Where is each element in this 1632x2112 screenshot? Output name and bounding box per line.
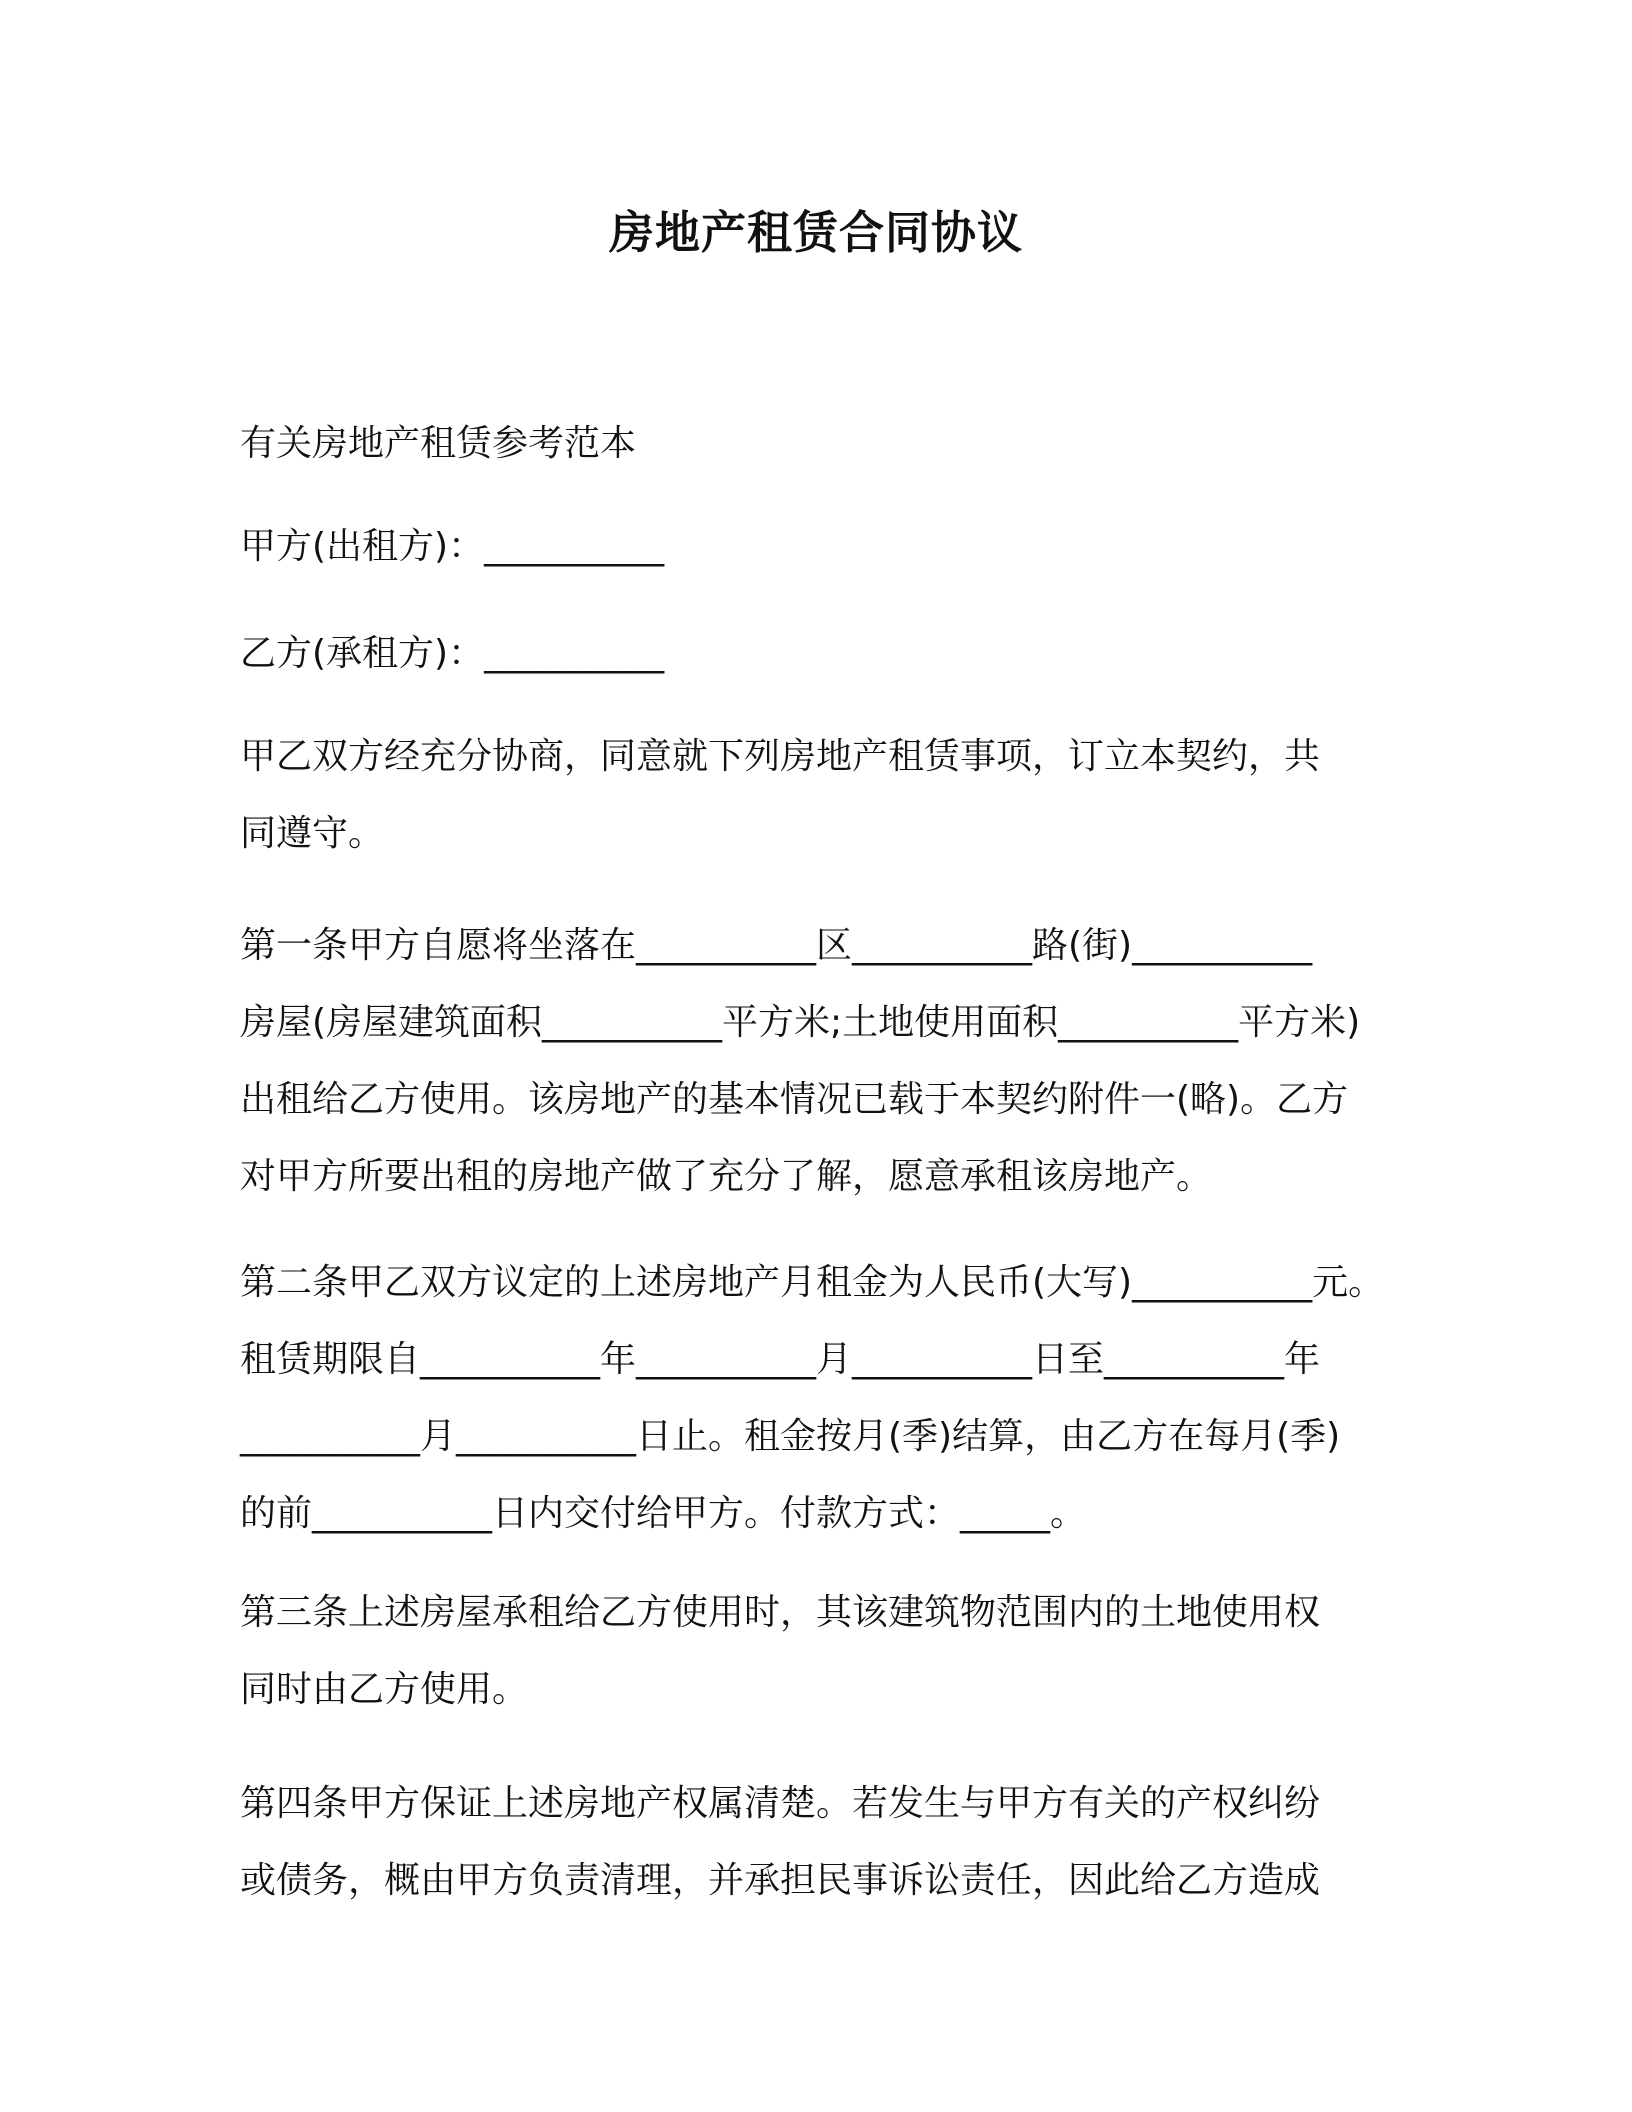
reference-template-line xyxy=(240,405,1420,482)
text-line: 第三条上述房屋承租给乙方使用时，其该建筑物范围内的土地使用权 xyxy=(240,1592,1321,1633)
article-2-paragraph xyxy=(240,1244,1420,1552)
document-title: 房地产租赁合同协议 xyxy=(608,206,1023,259)
text-line: 同时由乙方使用。 xyxy=(240,1669,529,1710)
text-line: 甲乙双方经充分协商，同意就下列房地产租赁事项，订立本契约，共 xyxy=(240,736,1321,777)
article-3-paragraph xyxy=(240,1574,1420,1728)
party-b-lessee-field xyxy=(240,615,1420,692)
text-line: 第二条甲乙双方议定的上述房地产月租金为人民币(大写)__________元。 xyxy=(240,1262,1385,1303)
text-line: 或债务，概由甲方负责清理，并承担民事诉讼责任，因此给乙方造成 xyxy=(240,1860,1321,1901)
text-line: 乙方(承租方)：__________ xyxy=(240,633,665,674)
text-line: 有关房地产租赁参考范本 xyxy=(240,423,637,464)
party-a-lessor-field xyxy=(240,508,1420,585)
text-line: 出租给乙方使用。该房地产的基本情况已载于本契约附件一(略)。乙方 xyxy=(240,1079,1349,1120)
intro-paragraph xyxy=(240,718,1420,872)
article-4-paragraph xyxy=(240,1765,1420,1919)
text-line: __________月__________日止。租金按月(季)结算，由乙方在每月(季) xyxy=(240,1416,1341,1457)
text-line: 房屋(房屋建筑面积__________平方米;土地使用面积__________平方米) xyxy=(240,1002,1361,1043)
text-line: 第四条甲方保证上述房地产权属清楚。若发生与甲方有关的产权纠纷 xyxy=(240,1783,1321,1824)
text-line: 对甲方所要出租的房地产做了充分了解，愿意承租该房地产。 xyxy=(240,1156,1213,1197)
text-line: 第一条甲方自愿将坐落在__________区__________路(街)__________ xyxy=(240,925,1313,966)
text-line: 的前__________日内交付给甲方。付款方式：_____。 xyxy=(240,1493,1087,1534)
text-line: 租赁期限自__________年__________月__________日至__________年 xyxy=(240,1339,1321,1380)
text-line: 甲方(出租方)：__________ xyxy=(240,526,665,567)
article-1-paragraph xyxy=(240,907,1420,1215)
text-line: 同遵守。 xyxy=(240,813,385,854)
